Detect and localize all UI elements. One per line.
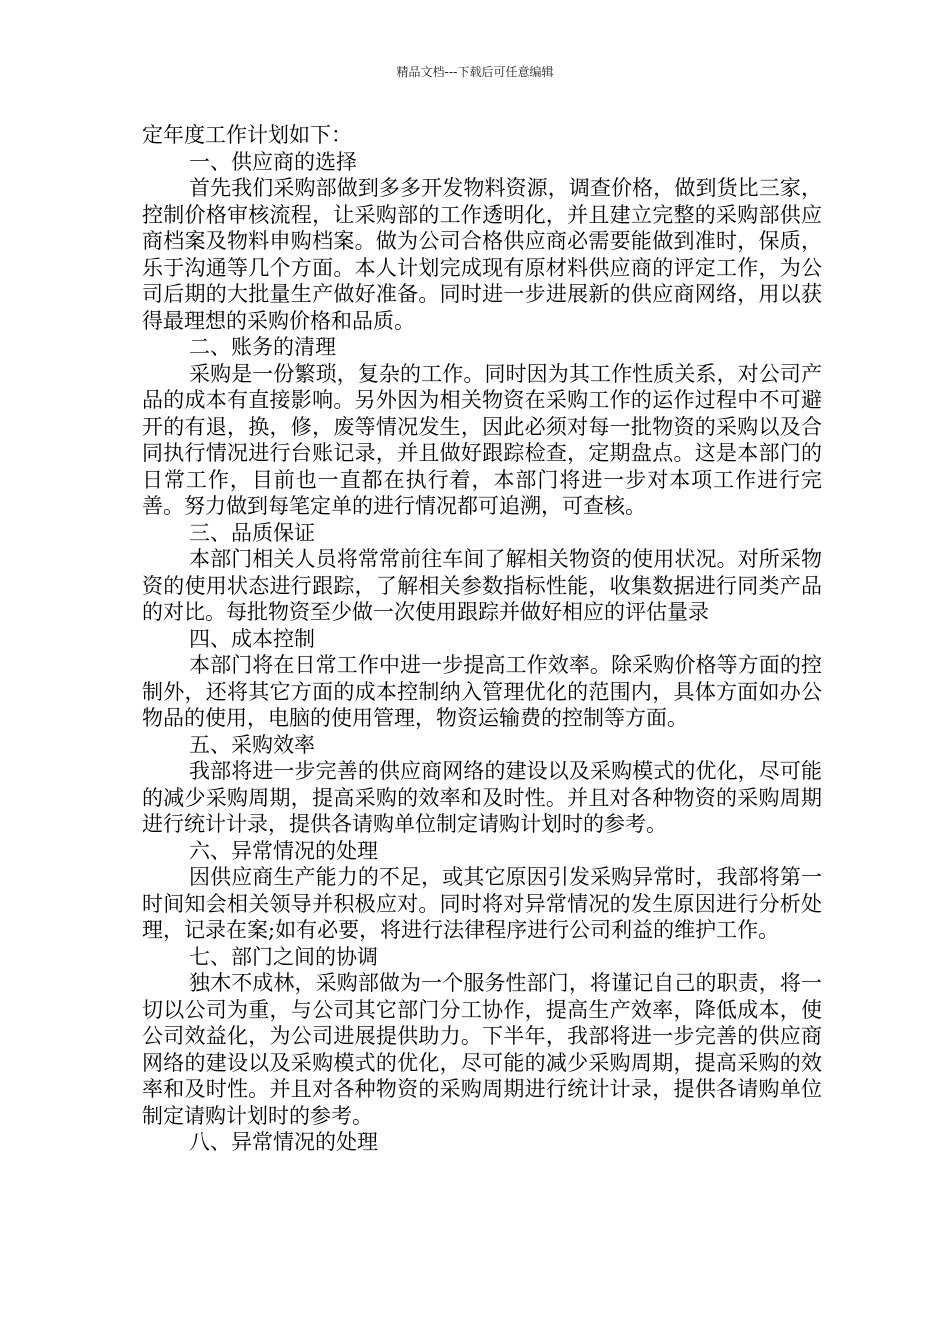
section-paragraph-quality-assurance: 本部门相关人员将常常前往车间了解相关物资的使用状况。对所采物资的使用状态进行跟踪，了解相关参数指标性能，收集数据进行同类产品的对比。每批物资至少做一次使用跟踪并做好相应的评估量录 <box>142 547 822 624</box>
section-paragraph-supplier-selection: 首先我们采购部做到多多开发物料资源，调查价格，做到货比三家，控制价格审核流程，让采购部的工作透明化，并且建立完整的采购部供应商档案及物料申购档案。做为公司合格供应商必需要能做到准时，保质，乐于沟通等几个方面。本人计划完成现有原材料供应商的评定工作，为公司后期的大批量生产做好准备。同时进一步进展新的供应商网络，用以获得最理想的采购价格和品质。 <box>142 176 822 333</box>
page-header: 精品文档---下载后可任意编辑 <box>396 65 554 79</box>
section-heading-supplier-selection: 一、供应商的选择 <box>189 149 357 174</box>
section-heading-procurement-efficiency: 五、采购效率 <box>189 732 315 757</box>
section-heading-quality-assurance: 三、品质保证 <box>189 520 315 545</box>
section-paragraph-account-cleanup: 采购是一份繁琐，复杂的工作。同时因为其工作性质关系，对公司产品的成本有直接影响。另外因为相关物资在采购工作的运作过程中不可避开的有退，换，修，废等情况发生，因此必须对每一批物资的采购以及合同执行情况进行台账记录，并且做好跟踪检查，定期盘点。这是本部门的日常工作，目前也一直都在执行着，本部门将进一步对本项工作进行完善。努力做到每笔定单的进行情况都可追溯，可查核。 <box>142 361 822 518</box>
section-paragraph-procurement-efficiency: 我部将进一步完善的供应商网络的建设以及采购模式的优化，尽可能的减少采购周期，提高采购的效率和及时性。并且对各种物资的采购周期进行统计计录，提供各请购单位制定请购计划时的参考。 <box>142 759 822 836</box>
section-paragraph-exception-handling: 因供应商生产能力的不足，或其它原因引发采购异常时，我部将第一时间知会相关领导并积极应对。同时将对异常情况的发生原因进行分析处理，记录在案;如有必要，将进行法律程序进行公司利益的维护工作。 <box>142 865 822 942</box>
document-body <box>142 122 822 1156</box>
section-heading-cost-control: 四、成本控制 <box>189 626 315 651</box>
section-heading-exception-handling: 六、异常情况的处理 <box>189 838 378 863</box>
section-paragraph-cost-control: 本部门将在日常工作中进一步提高工作效率。除采购价格等方面的控制外，还将其它方面的成本控制纳入管理优化的范围内，具体方面如办公物品的使用，电脑的使用管理，物资运输费的控制等方面。 <box>142 653 822 730</box>
section-heading-account-cleanup: 二、账务的清理 <box>189 335 336 359</box>
section-heading-department-coordination: 七、部门之间的协调 <box>189 944 378 969</box>
section-paragraph-department-coordination: 独木不成林，采购部做为一个服务性部门，将谨记自己的职责，将一切以公司为重，与公司其它部门分工协作，提高生产效率，降低成本，使公司效益化，为公司进展提供助力。下半年，我部将进一步完善的供应商网络的建设以及采购模式的优化，尽可能的减少采购周期，提高采购的效率和及时性。并且对各种物资的采购周期进行统计计录，提供各请购单位制定请购计划时的参考。 <box>142 971 822 1128</box>
section-heading-exception-handling-2: 八、异常情况的处理 <box>189 1130 378 1154</box>
intro-paragraph: 定年度工作计划如下： <box>142 123 352 147</box>
